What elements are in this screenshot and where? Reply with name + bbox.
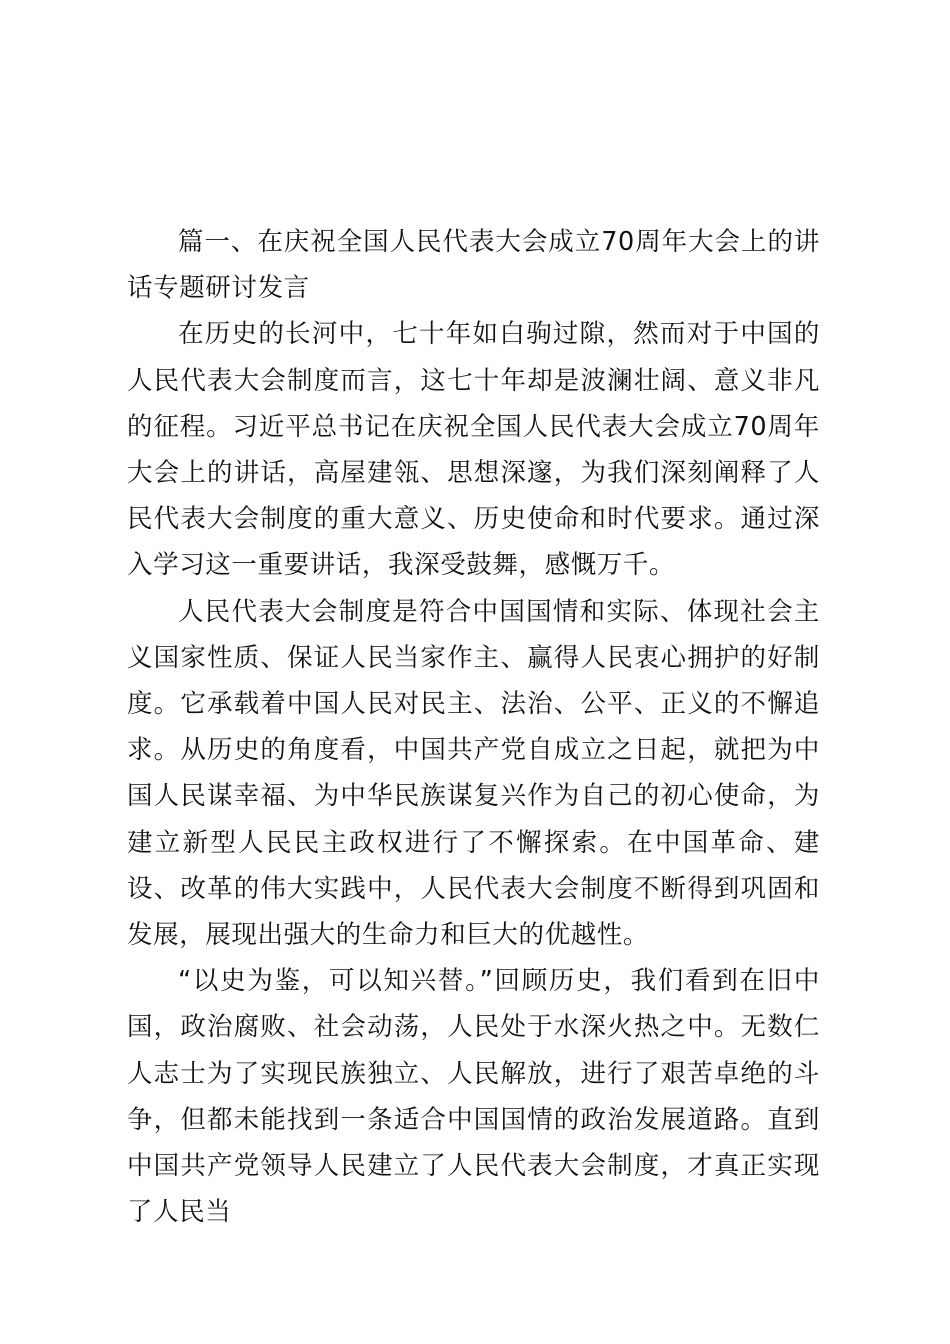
document-title: 篇一、在庆祝全国人民代表大会成立70周年大会上的讲话专题研讨发言 — [127, 227, 820, 304]
paragraph-1: 在历史的长河中，七十年如白驹过隙，然而对于中国的人民代表大会制度而言，这七十年却是波澜壮阔、意义非凡的征程。习近平总书记在庆祝全国人民代表大会成立70周年大会上的讲话，高屋建瓴、思想深邃，为我们深刻阐释了人民代表大会制度的重大意义、历史使命和时代要求。通过深入学习这一重要讲话，我深受鼓舞，感慨万千。 — [127, 319, 820, 581]
document-body — [127, 219, 820, 1235]
paragraph-3: “以史为鉴，可以知兴替。”回顾历史，我们看到在旧中国，政治腐败、社会动荡，人民处于水深火热之中。无数仁人志士为了实现民族独立、人民解放，进行了艰苦卓绝的斗争，但都未能找到一条适合中国国情的政治发展道路。直到中国共产党领导人民建立了人民代表大会制度，才真正实现了人民当 — [127, 966, 820, 1228]
paragraph-2: 人民代表大会制度是符合中国国情和实际、体现社会主义国家性质、保证人民当家作主、赢得人民衷心拥护的好制度。它承载着中国人民对民主、法治、公平、正义的不懈追求。从历史的角度看，中国共产党自成立之日起，就把为中国人民谋幸福、为中华民族谋复兴作为自己的初心使命，为建立新型人民民主政权进行了不懈探索。在中国革命、建设、改革的伟大实践中，人民代表大会制度不断得到巩固和发展，展现出强大的生命力和巨大的优越性。 — [127, 596, 820, 951]
